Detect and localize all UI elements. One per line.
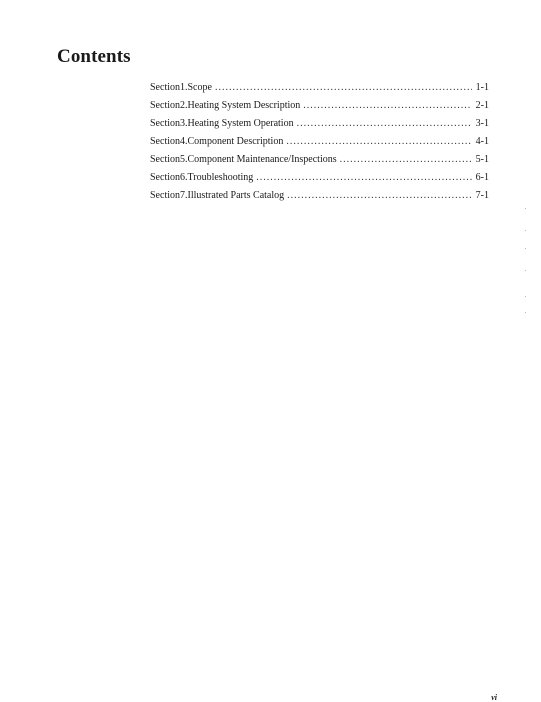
toc-entry-troubleshooting[interactable] (150, 172, 489, 190)
section-label: Section (150, 172, 180, 183)
section-number: 5. (180, 154, 188, 165)
toc-entry-scope[interactable] (150, 82, 489, 100)
toc-entry-component-description[interactable] (150, 136, 489, 154)
dot-leader (256, 172, 471, 183)
section-title: Scope (187, 82, 212, 93)
section-title: Heating System Operation (187, 118, 294, 129)
toc-entry-illustrated-parts-catalog[interactable] (150, 190, 489, 208)
section-number: 2. (180, 100, 188, 111)
dot-leader (287, 190, 472, 201)
page-title: Contents (57, 46, 131, 67)
section-label: Section (150, 154, 180, 165)
toc-entry-component-maintenance[interactable] (150, 154, 489, 172)
section-number: 7. (180, 190, 188, 201)
toc-entry-heating-system-description[interactable] (150, 100, 489, 118)
page-reference: 6-1 (475, 172, 489, 183)
section-number: 3. (180, 118, 188, 129)
section-label: Section (150, 190, 180, 201)
dot-leader (297, 118, 472, 129)
section-number: 1. (180, 82, 188, 93)
dot-leader (215, 82, 472, 93)
dot-leader (303, 100, 471, 111)
page-reference: 7-1 (475, 190, 489, 201)
section-number: 4. (180, 136, 188, 147)
toc-entry-heating-system-operation[interactable] (150, 118, 489, 136)
section-label: Section (150, 100, 180, 111)
section-title: Troubleshooting (187, 172, 254, 183)
page-reference: 4-1 (475, 136, 489, 147)
dot-leader (286, 136, 471, 147)
dot-leader (340, 154, 472, 165)
section-title: Illustrated Parts Catalog (187, 190, 285, 201)
page-number: vi (491, 693, 497, 702)
section-title: Component Description (187, 136, 284, 147)
page-reference: 3-1 (475, 118, 489, 129)
scan-margin-marks (525, 200, 529, 320)
table-of-contents (150, 82, 489, 208)
page-reference: 2-1 (475, 100, 489, 111)
section-label: Section (150, 82, 180, 93)
section-title: Component Maintenance/Inspections (187, 154, 337, 165)
section-title: Heating System Description (187, 100, 301, 111)
section-label: Section (150, 118, 180, 129)
page-reference: 1-1 (475, 82, 489, 93)
section-number: 6. (180, 172, 188, 183)
section-label: Section (150, 136, 180, 147)
page-reference: 5-1 (475, 154, 489, 165)
